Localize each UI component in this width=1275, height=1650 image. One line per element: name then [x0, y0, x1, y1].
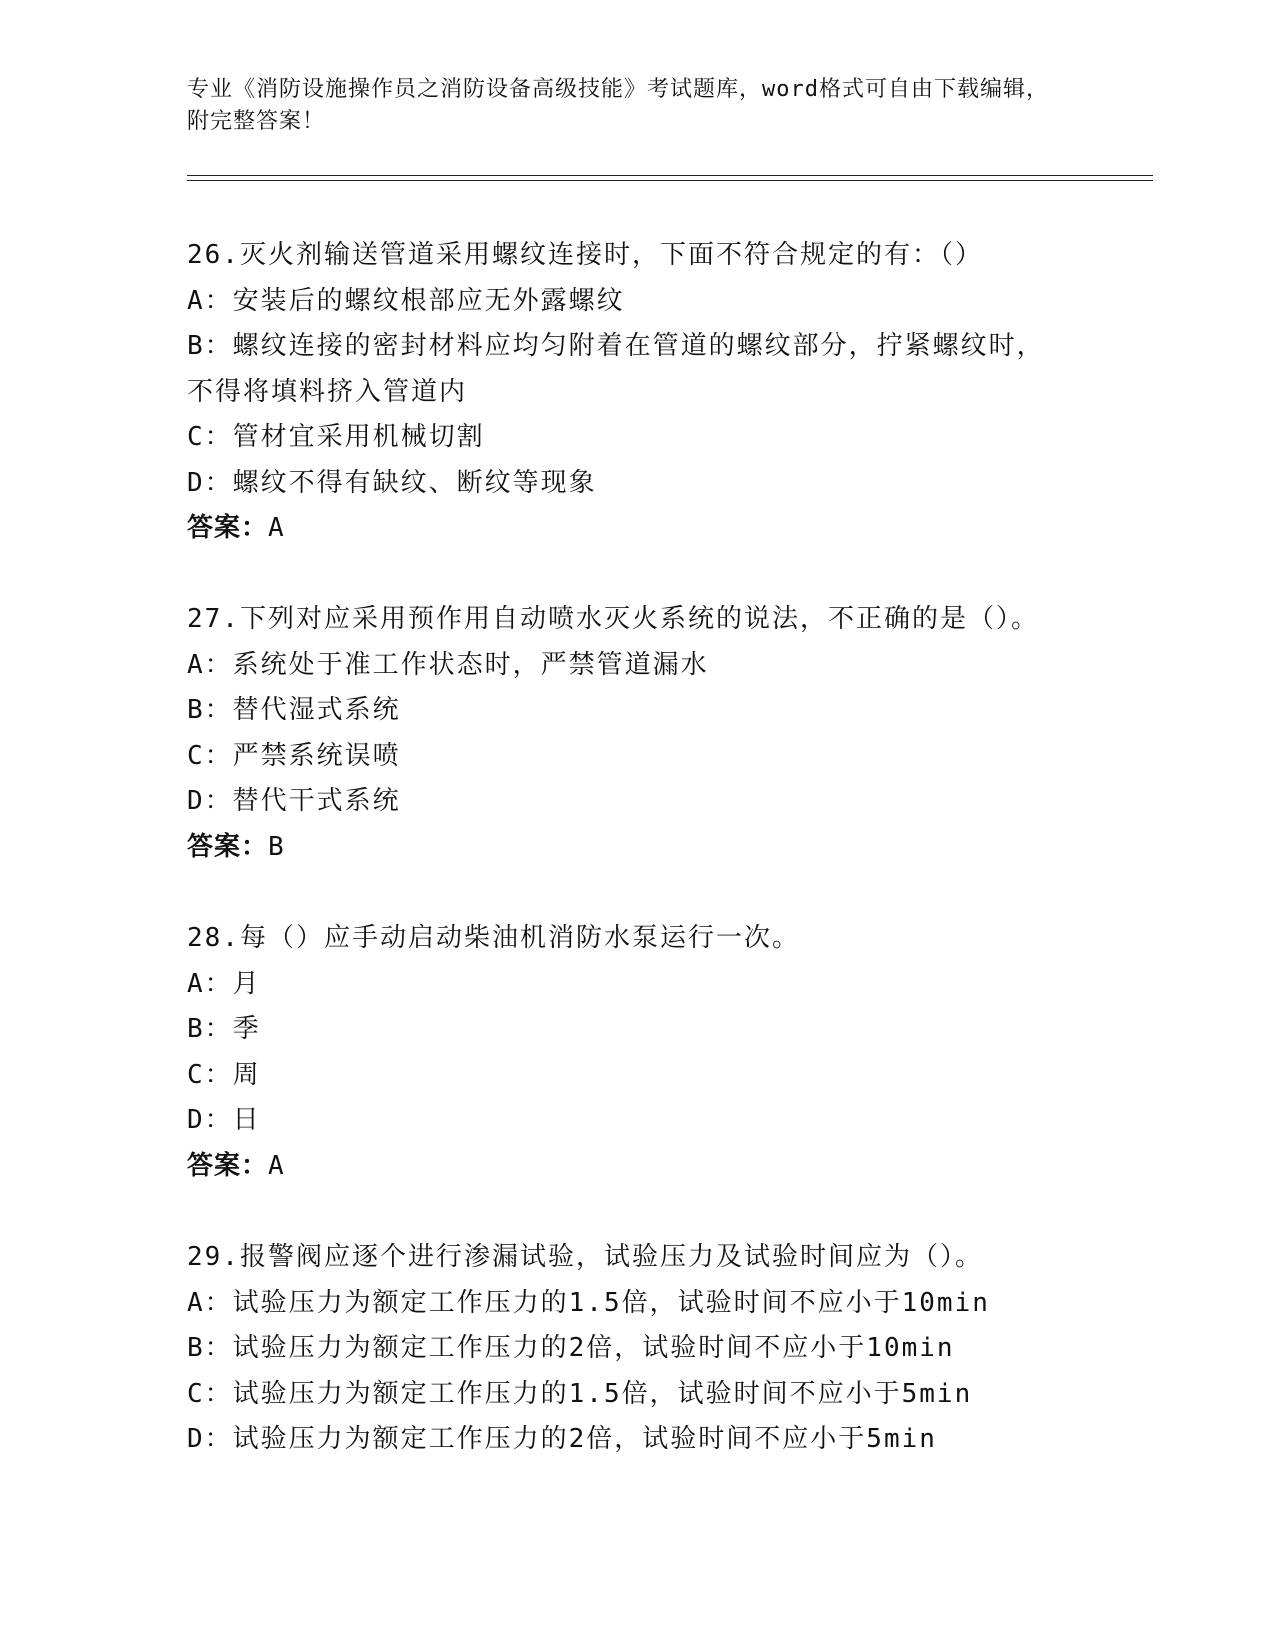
option-c: C：试验压力为额定工作压力的1.5倍，试验时间不应小于5min — [187, 1378, 973, 1409]
answer — [187, 506, 1087, 552]
option-d: D：试验压力为额定工作压力的2倍，试验时间不应小于5min — [187, 1424, 937, 1454]
option-b: B：季 — [187, 1014, 261, 1044]
answer — [187, 825, 1087, 871]
option-a: A：系统处于准工作状态时，严禁管道漏水 — [187, 649, 709, 680]
question-stem: 28.每（）应手动启动柴油机消防水泵运行一次。 — [187, 923, 800, 953]
answer-label: 答案： — [187, 513, 269, 543]
option-a: A：月 — [187, 968, 261, 999]
option-a: A：试验压力为额定工作压力的1.5倍，试验时间不应小于10min — [187, 1287, 990, 1318]
option-b-continued: 不得将填料挤入管道内 — [187, 376, 468, 407]
question-stem: 29.报警阀应逐个进行渗漏试验，试验压力及试验时间应为（）。 — [187, 1242, 983, 1272]
option-c: C：严禁系统误喷 — [187, 740, 401, 771]
answer-value: A — [268, 1150, 285, 1181]
option-d: D：螺纹不得有缺纹、断纹等现象 — [187, 467, 597, 498]
answer-label: 答案： — [187, 1150, 269, 1181]
option-d: D：替代干式系统 — [187, 786, 401, 816]
answer — [187, 1144, 1087, 1190]
option-b: B：螺纹连接的密封材料应均匀附着在管道的螺纹部分，拧紧螺纹时， — [187, 331, 1045, 361]
option-c: C：管材宜采用机械切割 — [187, 422, 485, 452]
answer-label: 答案： — [187, 831, 269, 862]
answer-value: B — [268, 831, 285, 862]
header-divider-bottom — [187, 180, 1153, 181]
question-27 — [187, 597, 1087, 870]
option-b: B：试验压力为额定工作压力的2倍，试验时间不应小于10min — [187, 1333, 955, 1363]
question-29 — [187, 1235, 1087, 1463]
option-a: A：安装后的螺纹根部应无外露螺纹 — [187, 285, 625, 316]
header-divider-top — [187, 175, 1153, 176]
question-28 — [187, 916, 1087, 1189]
question-stem: 26.灭火剂输送管道采用螺纹连接时，下面不符合规定的有：（） — [187, 240, 983, 270]
option-b: B：替代湿式系统 — [187, 695, 401, 725]
question-stem: 27.下列对应采用预作用自动喷水灭火系统的说法，不正确的是（）。 — [187, 604, 1039, 634]
document-intro: 专业《消防设施操作员之消防设备高级技能》考试题库，word格式可自由下载编辑，附完整答案！ — [187, 77, 1049, 134]
question-26 — [187, 233, 1087, 552]
option-c: C：周 — [187, 1059, 261, 1090]
answer-value: A — [268, 513, 285, 543]
option-d: D：日 — [187, 1105, 261, 1135]
